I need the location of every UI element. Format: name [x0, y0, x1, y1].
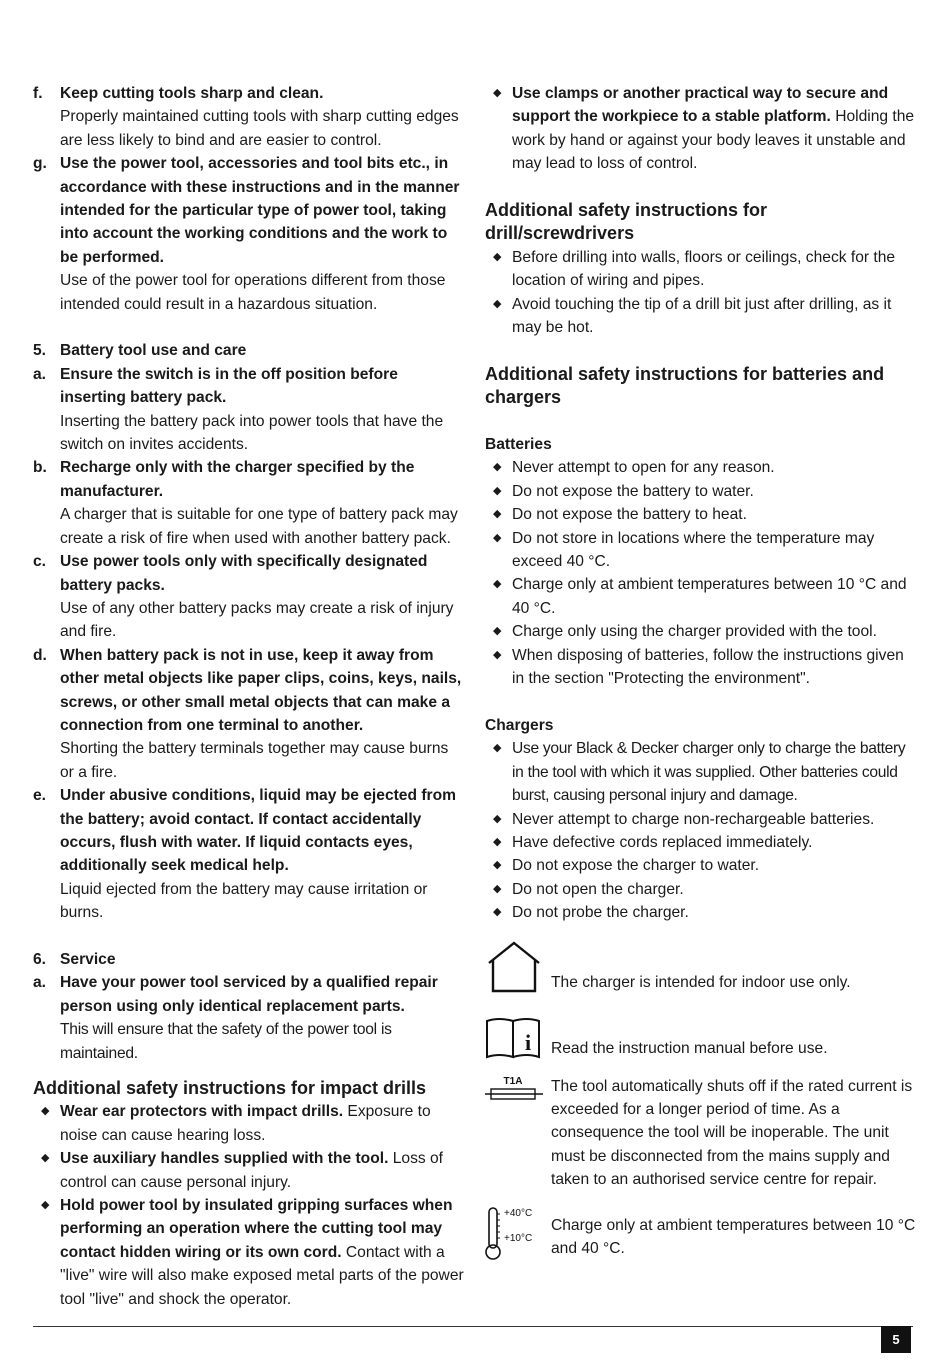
item-label: e.	[33, 787, 47, 805]
bullet-text: Charge only using the charger provided with the tool.	[512, 623, 877, 641]
bullet-text: Holding the work by hand or against your body leaves it unstable and may lead to loss of control.	[512, 108, 915, 173]
bullet-text: Do not probe the charger.	[512, 904, 689, 922]
section-number: 6.	[33, 951, 47, 968]
bullet-icon: ◆	[493, 578, 502, 591]
bullet-bold: Wear ear protectors with impact drills.	[60, 1103, 344, 1121]
item-title: Keep cutting tools sharp and clean.	[60, 85, 324, 102]
item-title: Ensure the switch is in the off position before inserting battery pack.	[60, 365, 398, 407]
bullet-icon: ◆	[493, 250, 502, 263]
section-title: Service	[60, 951, 116, 968]
bullet-icon: ◆	[493, 859, 502, 872]
bullet-icon: ◆	[493, 87, 502, 99]
bullet-icon: ◆	[493, 882, 502, 895]
left-column	[33, 82, 465, 1311]
item-title: When battery pack is not in use, keep it away from other metal objects like paper clips, coins, keys, nails, screws, or other small metal objects that can make a connection from one terminal to another.	[60, 646, 462, 734]
section-6	[33, 948, 465, 971]
bullet-item	[485, 293, 917, 340]
bullet-text: Do not store in locations where the temperature may exceed 40 °C.	[512, 529, 875, 571]
impact-drills-heading: Additional safety instructions for impact drills	[33, 1078, 427, 1099]
section-title: Battery tool use and care	[60, 342, 247, 360]
bullet-icon: ◆	[493, 461, 502, 474]
bullet-icon: ◆	[41, 1199, 50, 1212]
symbol-text: Charge only at ambient temperatures between 10 °C and 40 °C.	[551, 1216, 916, 1257]
symbol-fuse	[485, 1075, 917, 1192]
bullet-icon: ◆	[493, 835, 502, 848]
footer-rule	[33, 1326, 913, 1327]
item-label: d.	[33, 646, 47, 664]
item-title: Recharge only with the charger specified by the manufacturer.	[60, 459, 415, 500]
temp-low-label: +10°C	[504, 1232, 533, 1244]
bullet-bold: Use clamps or another practical way to secure and support the workpiece to a stable platform.	[512, 85, 889, 126]
item-label: g.	[33, 155, 47, 173]
bullet-item	[485, 573, 917, 620]
item-5a	[33, 363, 465, 457]
bullet-item	[33, 1100, 465, 1147]
item-5d	[33, 644, 465, 784]
item-title: Under abusive conditions, liquid may be ejected from the battery; avoid contact. If contact accidentally occurs, flush with water. If liquid contacts eyes, additionally seek medical help.	[60, 787, 456, 875]
batteries-chargers-heading: Additional safety instructions for batteries and chargers	[485, 363, 885, 408]
bullet-text: When disposing of batteries, follow the instructions given in the section "Protecting the environment".	[512, 646, 904, 688]
item-label: a.	[33, 365, 47, 383]
bullet-item	[485, 527, 917, 574]
bullet-icon: ◆	[493, 742, 502, 755]
bullet-item	[485, 503, 917, 526]
symbol-manual	[485, 1017, 917, 1063]
item-title: Have your power tool serviced by a qualified repair person using only identical replacement parts.	[60, 974, 438, 1015]
right-column	[485, 82, 917, 1262]
item-text: Inserting the battery pack into power tools that have the switch on invites accidents.	[60, 412, 444, 454]
bullet-icon: ◆	[493, 297, 502, 310]
bullet-item	[33, 1194, 465, 1311]
bullet-icon: ◆	[493, 625, 502, 638]
bullet-item	[485, 456, 917, 479]
page-number: 5	[881, 1326, 911, 1353]
item-title: Use power tools only with specifically designated battery packs.	[60, 553, 428, 594]
fuse-icon	[485, 1075, 551, 1105]
section-5	[33, 339, 465, 362]
bullet-text: Charge only at ambient temperatures between 10 °C and 40 °C.	[512, 576, 907, 617]
batteries-subheading: Batteries	[485, 436, 552, 454]
symbol-indoor	[485, 941, 917, 997]
item-5e	[33, 784, 465, 924]
bullet-text: Do not open the charger.	[512, 880, 684, 898]
bullet-icon: ◆	[493, 531, 502, 544]
bullet-text: Never attempt to charge non-rechargeable batteries.	[512, 810, 875, 828]
symbol-temperature	[485, 1206, 917, 1262]
thermometer-icon	[485, 1206, 551, 1262]
bullet-bold: Hold power tool by insulated gripping surfaces when performing an operation where the cutting tool may contact hidden wiring or its own cord.	[60, 1197, 453, 1261]
item-title: Use the power tool, accessories and tool bits etc., in accordance with these instructions and in the manner intended for the particular type of power tool, taking into account the working conditions and the work to be performed.	[60, 155, 460, 266]
bullet-icon: ◆	[493, 508, 502, 521]
item-5c	[33, 550, 465, 644]
item-label: c.	[33, 553, 47, 571]
svg-text:i: i	[524, 1029, 532, 1055]
bullet-icon: ◆	[493, 812, 502, 825]
bullet-text: Contact with a "live" wire will also make exposed metal parts of the power tool "live" and shock the operator.	[60, 1243, 464, 1308]
bullet-text: Exposure to noise can cause hearing loss.	[60, 1103, 431, 1144]
item-5b	[33, 456, 465, 550]
bullet-item	[485, 737, 917, 807]
item-g	[33, 152, 465, 316]
bullet-text: Use your Black & Decker charger only to charge the battery in the tool with which it was supplied. Other batteries could burst, causing personal injury and damage.	[512, 740, 906, 805]
item-text: Properly maintained cutting tools with sharp cutting edges are less likely to bind and are easier to control.	[60, 108, 459, 149]
item-text: A charger that is suitable for one type of battery pack may create a risk of fire when used with another battery pack.	[60, 506, 458, 547]
item-label: b.	[33, 459, 47, 477]
bullet-icon: ◆	[41, 1152, 50, 1165]
bullet-text: Do not expose the battery to water.	[512, 482, 754, 500]
bullet-bold: Use auxiliary handles supplied with the tool.	[60, 1150, 389, 1168]
section-number: 5.	[33, 342, 47, 360]
bullet-item	[485, 901, 917, 924]
symbol-text: The tool automatically shuts off if the rated current is exceeded for a longer period of time. As a consequence the tool will be inoperable. The unit must be disconnected from the mains supply and taken to an authorised service centre for repair.	[551, 1077, 913, 1189]
bullet-item	[485, 620, 917, 643]
bullet-text: Do not expose the charger to water.	[512, 857, 760, 875]
item-text: Use of any other battery packs may create a risk of injury and fire.	[60, 599, 454, 641]
item-text: This will ensure that the safety of the power tool is maintained.	[60, 1021, 392, 1062]
bullet-item	[33, 1147, 465, 1194]
bullet-text: Have defective cords replaced immediately.	[512, 833, 813, 851]
bullet-icon: ◆	[493, 648, 502, 661]
item-label: f.	[33, 85, 43, 102]
bullet-text: Before drilling into walls, floors or ceilings, check for the location of wiring and pipes.	[512, 248, 896, 290]
bullet-item	[485, 246, 917, 293]
bullet-icon: ◆	[41, 1105, 50, 1118]
symbol-text: Read the instruction manual before use.	[551, 1039, 828, 1057]
bullet-text: Never attempt to open for any reason.	[512, 459, 775, 477]
symbol-text: The charger is intended for indoor use only.	[551, 973, 851, 991]
drill-screwdrivers-heading: Additional safety instructions for drill/screwdrivers	[485, 200, 768, 244]
fuse-label: T1A	[503, 1075, 523, 1087]
temp-high-label: +40°C	[504, 1207, 533, 1219]
manual-book-icon	[485, 1017, 551, 1063]
bullet-icon: ◆	[493, 484, 502, 497]
bullet-item	[485, 644, 917, 691]
bullet-item	[485, 878, 917, 901]
bullet-item	[485, 831, 917, 854]
bullet-icon: ◆	[493, 906, 502, 919]
item-label: a.	[33, 974, 47, 992]
bullet-item	[485, 808, 917, 831]
item-text: Shorting the battery terminals together may cause burns or a fire.	[60, 740, 449, 781]
item-text: Use of the power tool for operations different from those intended could result in a hazardous situation.	[60, 272, 446, 313]
bullet-text: Do not expose the battery to heat.	[512, 506, 747, 524]
bullet-text: Loss of control can cause personal injury.	[60, 1150, 444, 1191]
bullet-item	[485, 480, 917, 503]
house-icon	[485, 941, 551, 997]
chargers-subheading: Chargers	[485, 716, 554, 734]
bullet-item	[485, 854, 917, 877]
item-6a	[33, 971, 465, 1065]
bullet-text: Avoid touching the tip of a drill bit just after drilling, as it may be hot.	[512, 295, 892, 337]
bullet-item	[485, 82, 917, 176]
item-text: Liquid ejected from the battery may cause irritation or burns.	[60, 880, 428, 922]
item-f	[33, 82, 465, 152]
